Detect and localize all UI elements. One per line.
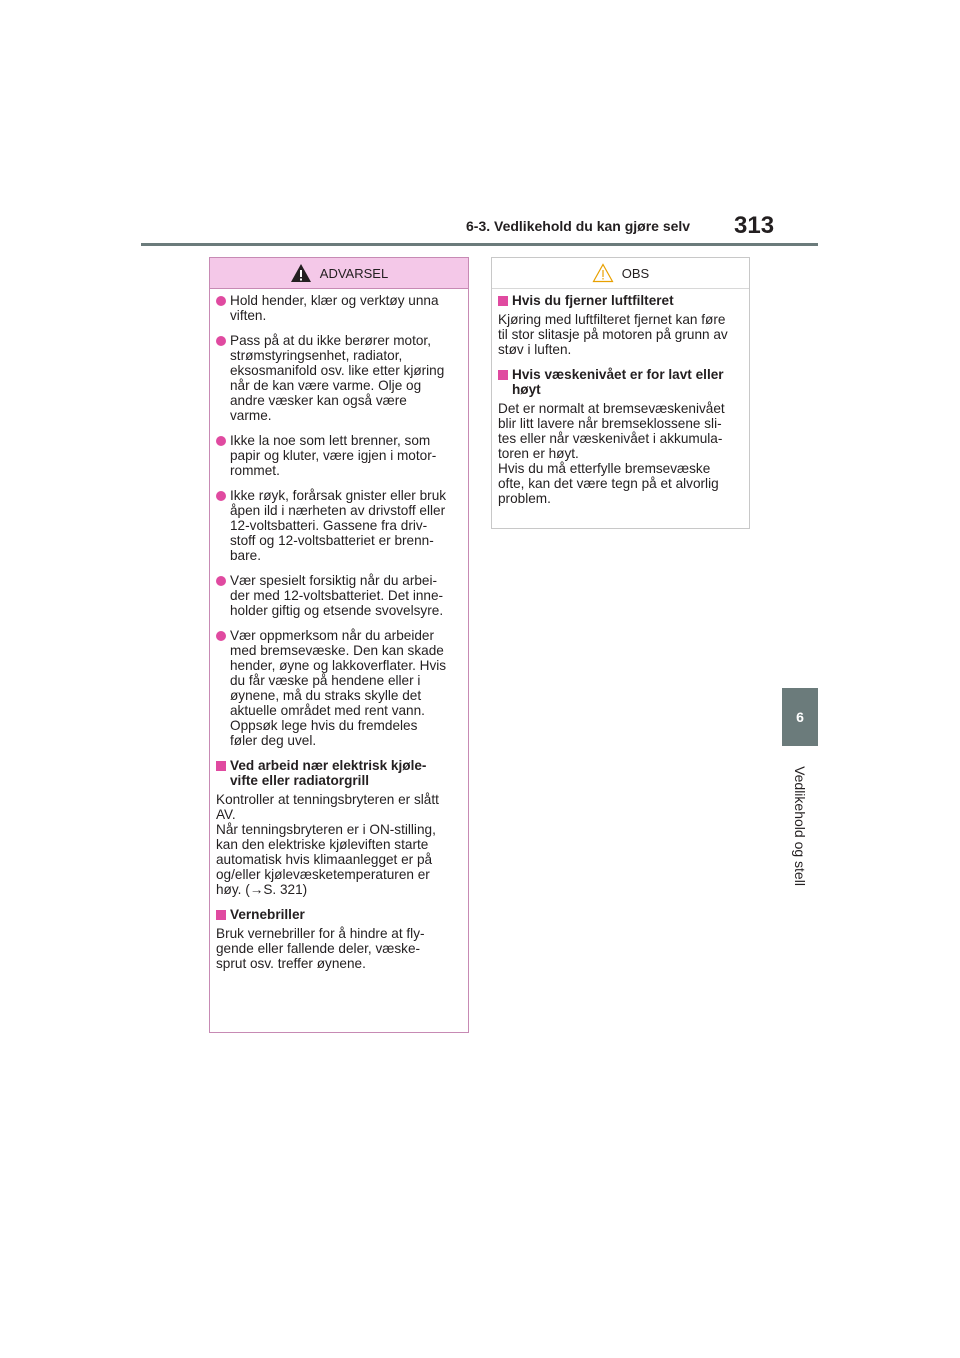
bullet-icon [216,576,226,586]
warning-item: Vær spesielt forsiktig når du arbei- der med 12-voltsbatteriet. Det inne- holder giftig og etsende svovelsyre. [216,573,462,618]
bullet-icon [216,336,226,346]
warning-title: ADVARSEL [319,265,389,281]
warning-section-title: Ved arbeid nær elektrisk kjøle- vifte eller radiatorgrill [216,758,462,788]
section-title: 6-3. Vedlikehold du kan gjøre selv [466,218,691,234]
caution-triangle-icon [592,263,614,283]
warning-item: Vær oppmerksom når du arbeider med bremsevæske. Den kan skade hender, øyne og lakkoverflater. Hvis du får væske på hendene eller i øynene, må du straks skylle det aktuelle området med rent vann. Oppsøk lege hvis du fremdeles føler deg uvel. [216,628,462,748]
warning-box [209,257,469,1033]
warning-header [210,258,468,289]
caution-section-title: Hvis væskenivået er for lavt eller høyt [498,367,743,397]
bullet-icon [216,436,226,446]
square-bullet-icon [498,296,508,306]
warning-item: Pass på at du ikke berører motor, strømstyringsenhet, radiator, eksosmanifold osv. like etter kjøring når de kan være varme. Olje og andre væsker kan også være varme. [216,333,462,423]
caution-header [492,258,749,289]
chapter-tab [782,688,818,746]
warning-triangle-icon [290,263,312,283]
caution-box [491,257,750,529]
chapter-label: Vedlikehold og stell [792,766,808,886]
caution-section-text: Kjøring med luftfilteret fjernet kan føre til stor slitasje på motoren på grunn av støv i luften. [498,312,728,357]
header-rule [141,243,818,246]
warning-section-text: Bruk vernebriller for å hindre at fly- gende eller fallende deler, væske- sprut osv. treffer øynene. [216,926,425,971]
bullet-icon [216,491,226,501]
warning-section-title: Vernebriller [216,907,462,922]
page-number: 313 [734,212,775,239]
square-bullet-icon [498,370,508,380]
square-bullet-icon [216,910,226,920]
square-bullet-icon [216,761,226,771]
warning-section-text: Kontroller at tenningsbryteren er slått AV. Når tenningsbryteren er i ON-stilling, kan den elektriske kjøleviften starte automatisk hvis klimaanlegget er på og/eller kjølevæsketemperaturen er høy. (→S. 321) [216,792,439,897]
caution-section-title: Hvis du fjerner luftfilteret [498,293,743,308]
caution-section-text: Det er normalt at bremsevæskenivået blir litt lavere når bremseklossene sli- tes eller når væskenivået i akkumula- toren er høyt. Hvis du må etterfylle bremsevæske ofte, kan det være tegn på et alvorlig problem. [498,401,725,506]
bullet-icon [216,631,226,641]
bullet-icon [216,296,226,306]
warning-item: Ikke la noe som lett brenner, som papir og kluter, være igjen i motor- rommet. [216,433,462,478]
caution-title: OBS [621,265,650,281]
warning-item: Ikke røyk, forårsak gnister eller bruk åpen ild i nærheten av drivstoff eller 12-voltsbatteri. Gassene fra driv- stoff og 12-voltsbatteriet er brenn- bare. [216,488,462,563]
warning-item: Hold hender, klær og verktøy unna viften. [216,293,462,323]
chapter-number: 6 [796,709,804,725]
